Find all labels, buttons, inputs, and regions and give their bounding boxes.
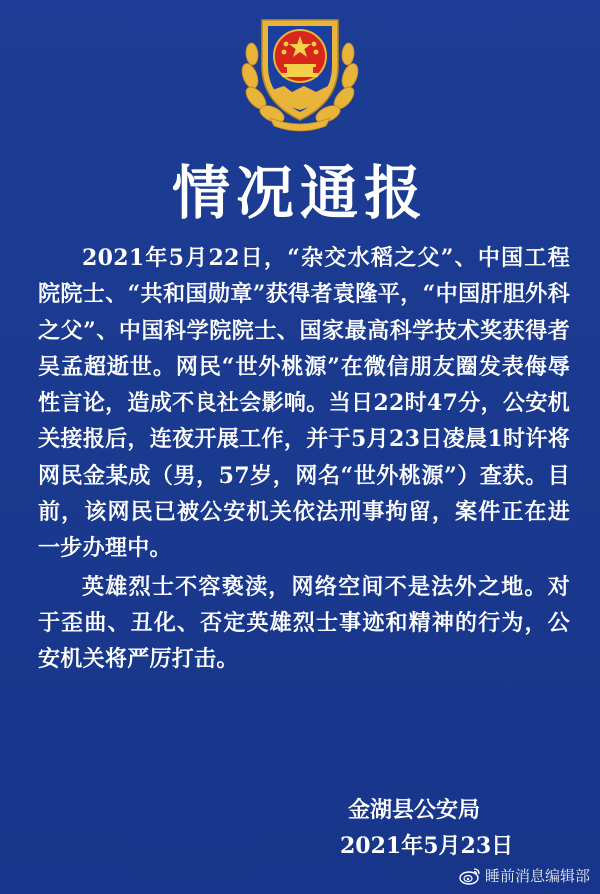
signature-date: 2021年5月23日: [340, 833, 514, 859]
notice-body: [38, 240, 570, 678]
notice-paragraph-2: 英雄烈士不容亵渎，网络空间不是法外之地。对于歪曲、丑化、否定英雄烈士事迹和精神的行为，公安机关将严厉打击。: [38, 573, 570, 673]
notice-paragraph-1: 2021年5月22日，“杂交水稻之父”、中国工程院院士、“共和国勋章”获得者袁隆平，“中国肝胆外科之父”、中国科学院院士、国家最高科学技术奖获得者吴孟超逝世。网民“世外桃源”在微信朋友圈发表侮辱性言论，造成不良社会影响。当日22时47分，公安机关接报后，连夜开展工作，并于5月23日凌晨1时许将网民金某成（男，57岁，网名“世外桃源”）查获。目前，该网民已被公安机关依法刑事拘留，案件正在进一步办理中。: [38, 245, 570, 562]
weibo-icon: [459, 867, 481, 885]
signature-organization: 金湖县公安局: [348, 797, 481, 823]
police-emblem-icon: [232, 6, 368, 134]
watermark: [459, 865, 590, 886]
signature-block: [340, 792, 560, 864]
watermark-text: 睡前消息编辑部: [484, 867, 590, 885]
page-title: 情况通报: [171, 159, 428, 227]
